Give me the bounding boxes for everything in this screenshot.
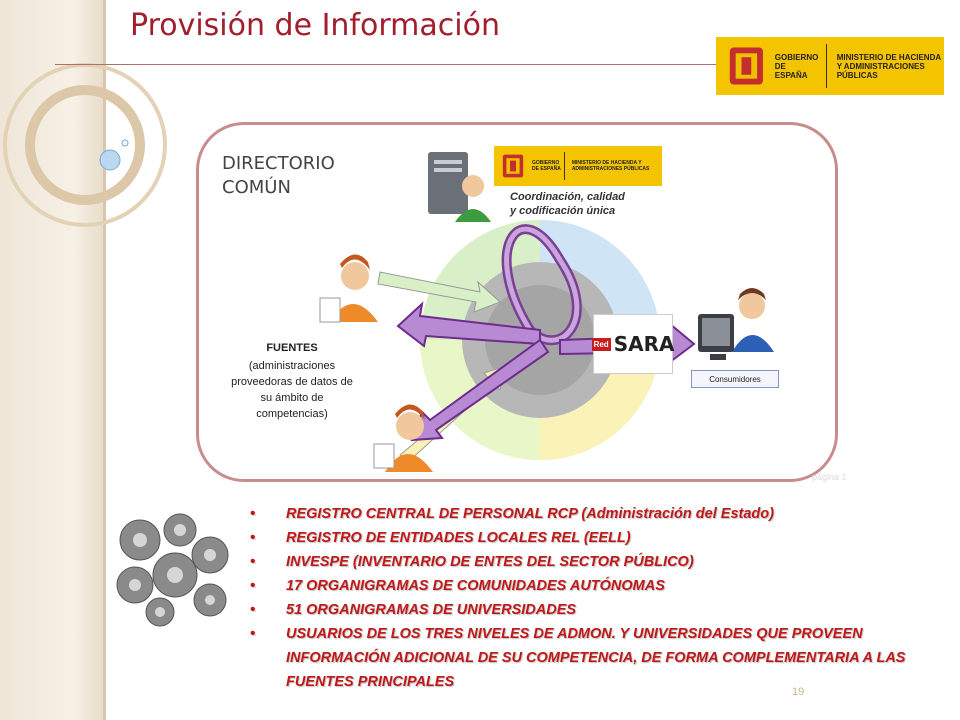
sara-name: SARA <box>613 332 675 356</box>
logo-ministry-text: MINISTERIO DE HACIENDA Y ADMINISTRACIONES PÚBLICAS <box>836 52 941 80</box>
coordination-line2: y codificación única <box>510 205 616 217</box>
directory-title-line1: DIRECTORIO <box>222 153 335 174</box>
consumers-label: Consumidores <box>691 370 779 388</box>
bullet-item: • INVESPE (INVENTARIO DE ENTES DEL SECTOR PÚBLICO) <box>248 550 938 574</box>
bullet-item: • REGISTRO CENTRAL DE PERSONAL RCP (Administración del Estado) <box>248 502 938 526</box>
page-number: 19 <box>792 686 805 698</box>
bullet-item: • USUARIOS DE LOS TRES NIVELES DE ADMON. Y UNIVERSIDADES QUE PROVEEN INFORMACIÓN ADICIONAL DE SU COMPETENCIA, DE FORMA COMPLEMENTARIA A LAS FUENTES PRINCIPALES <box>248 622 938 694</box>
sources-bullet-list <box>248 502 938 694</box>
directory-title-line2: COMÚN <box>222 177 291 198</box>
mini-logo-line2: DE ESPAÑA <box>532 166 561 172</box>
mini-logo-line1: GOBIERNO <box>532 160 560 166</box>
bullet-item: • 51 ORGANIGRAMAS DE UNIVERSIDADES <box>248 598 938 622</box>
coordination-line1: Coordinación, calidad <box>510 191 625 203</box>
logo-line2: DE ESPAÑA <box>774 61 808 80</box>
page-title: Provisión de Información <box>130 8 500 43</box>
bullet-item: • REGISTRO DE ENTIDADES LOCALES REL (EELL) <box>248 526 938 550</box>
sources-description: (administraciones proveedoras de datos de su ámbito de competencias) <box>231 360 353 420</box>
mini-logo-ministry-text: MINISTERIO DE HACIENDA Y ADMINISTRACIONES PÚBLICAS <box>571 160 650 172</box>
diagram-watermark: página 1 <box>812 472 847 482</box>
bullet-item: • 17 ORGANIGRAMAS DE COMUNIDADES AUTÓNOMAS <box>248 574 938 598</box>
sources-title: FUENTES <box>266 342 318 354</box>
sara-prefix: Red <box>593 339 609 349</box>
logo-line1: GOBIERNO <box>774 52 819 62</box>
